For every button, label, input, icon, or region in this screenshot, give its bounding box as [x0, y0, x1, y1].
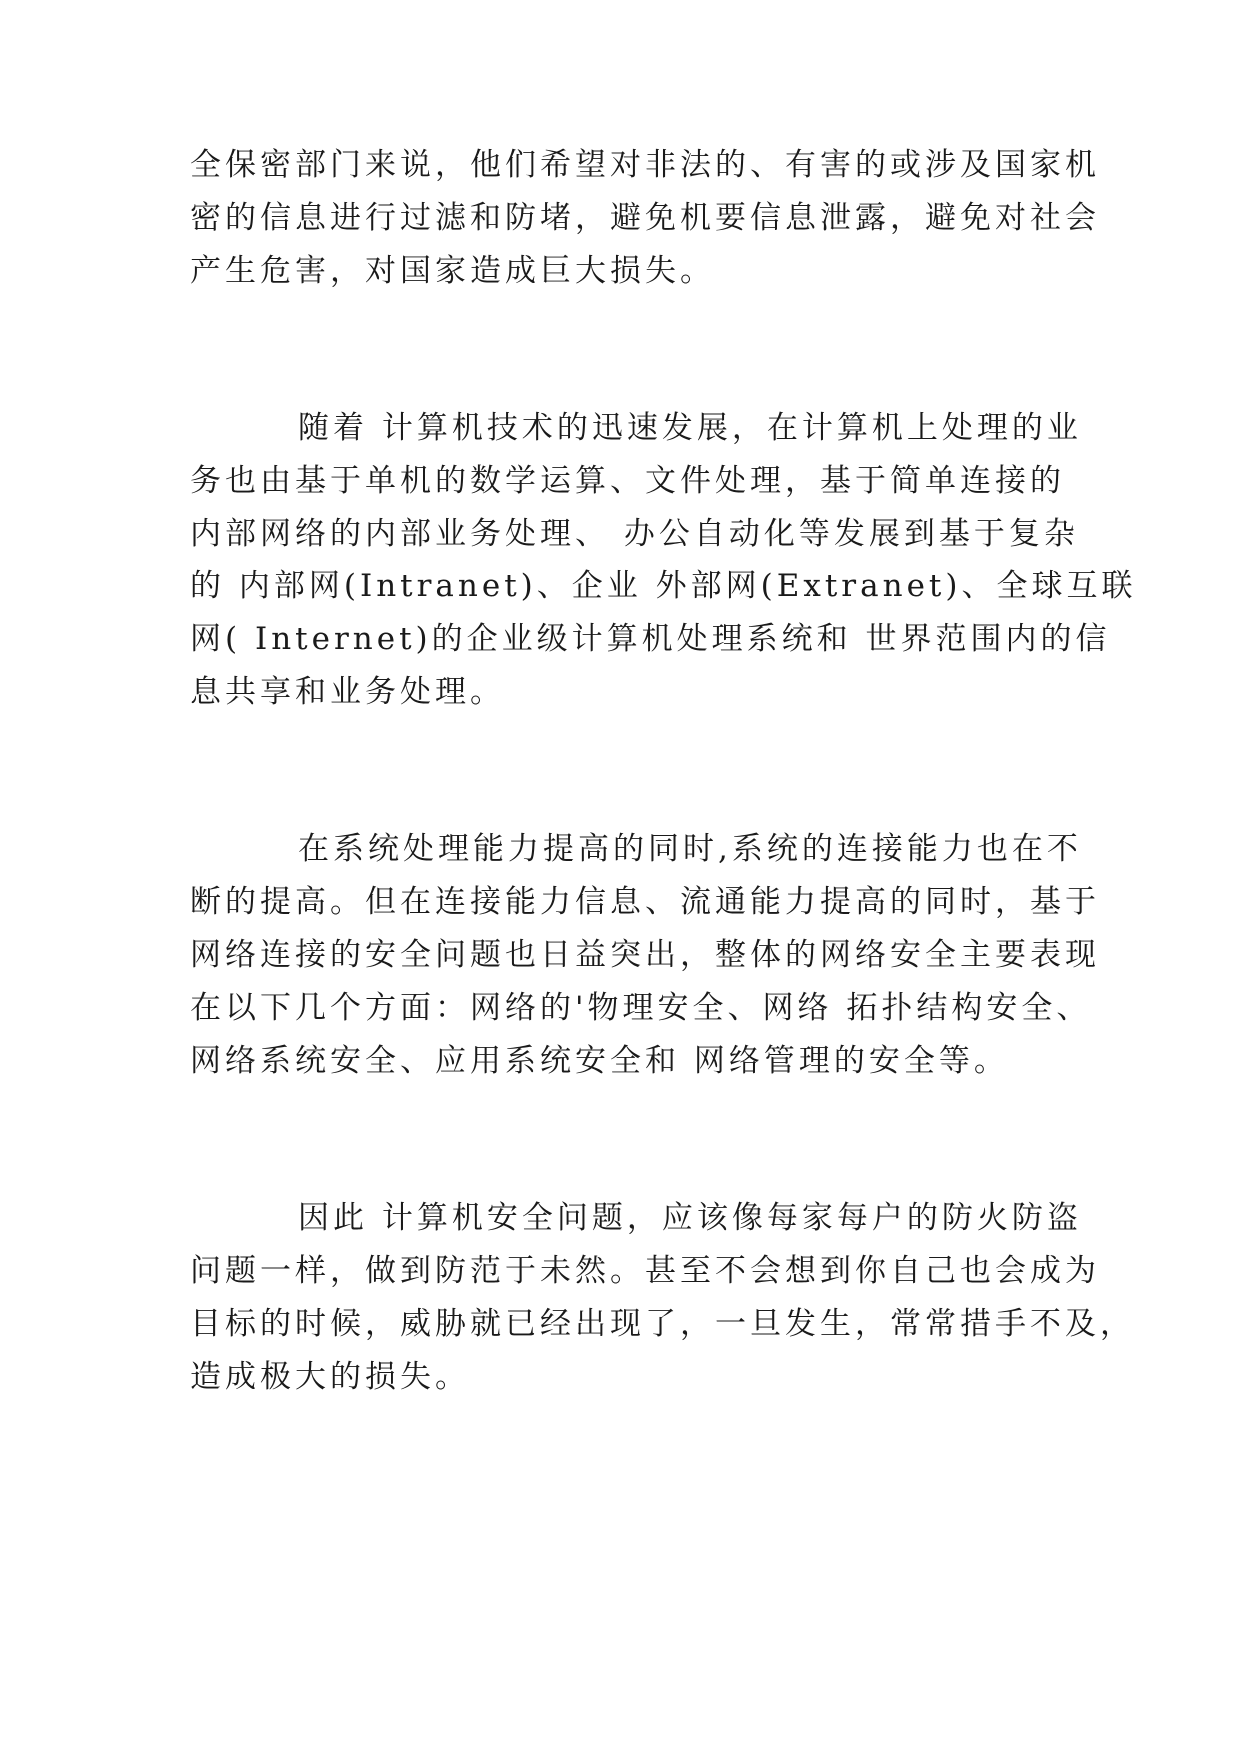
paragraph-4-line-3: 目标的时候，威胁就已经出现了，一旦发生，常常措手不及，	[190, 1306, 1135, 1342]
paragraph-1-line-3: 产生危害，对国家造成巨大损失。	[190, 253, 715, 289]
paragraph-3-line-3: 网络连接的安全问题也日益突出，整体的网络安全主要表现	[190, 937, 1100, 973]
paragraph-2-line-4: 的 内部网(Intranet)、企业 外部网(Extranet)、全球互联	[190, 568, 1137, 604]
paragraph-2-line-6: 息共享和业务处理。	[190, 674, 505, 710]
paragraph-3-line-5: 网络系统安全、应用系统安全和 网络管理的安全等。	[190, 1043, 1009, 1079]
paragraph-2-line-1: 随着 计算机技术的迅速发展，在计算机上处理的业	[298, 410, 1082, 446]
paragraph-3-line-2: 断的提高。但在连接能力信息、流通能力提高的同时，基于	[190, 884, 1100, 920]
paragraph-3-line-1: 在系统处理能力提高的同时,系统的连接能力也在不	[298, 831, 1082, 867]
paragraph-2-line-3: 内部网络的内部业务处理、 办公自动化等发展到基于复杂	[190, 516, 1079, 552]
paragraph-2-line-5: 网( Internet)的企业级计算机处理系统和 世界范围内的信	[190, 621, 1111, 657]
paragraph-1-line-1: 全保密部门来说，他们希望对非法的、有害的或涉及国家机	[190, 147, 1100, 183]
paragraph-4-line-2: 问题一样，做到防范于未然。甚至不会想到你自己也会成为	[190, 1253, 1100, 1289]
paragraph-4-line-1: 因此 计算机安全问题，应该像每家每户的防火防盗	[298, 1200, 1082, 1236]
paragraph-1-line-2: 密的信息进行过滤和防堵，避免机要信息泄露，避免对社会	[190, 200, 1100, 236]
paragraph-3-line-4: 在以下几个方面：网络的'物理安全、网络 拓扑结构安全、	[190, 990, 1092, 1026]
paragraph-2-line-2: 务也由基于单机的数学运算、文件处理，基于简单连接的	[190, 463, 1065, 499]
paragraph-4-line-4: 造成极大的损失。	[190, 1359, 470, 1395]
